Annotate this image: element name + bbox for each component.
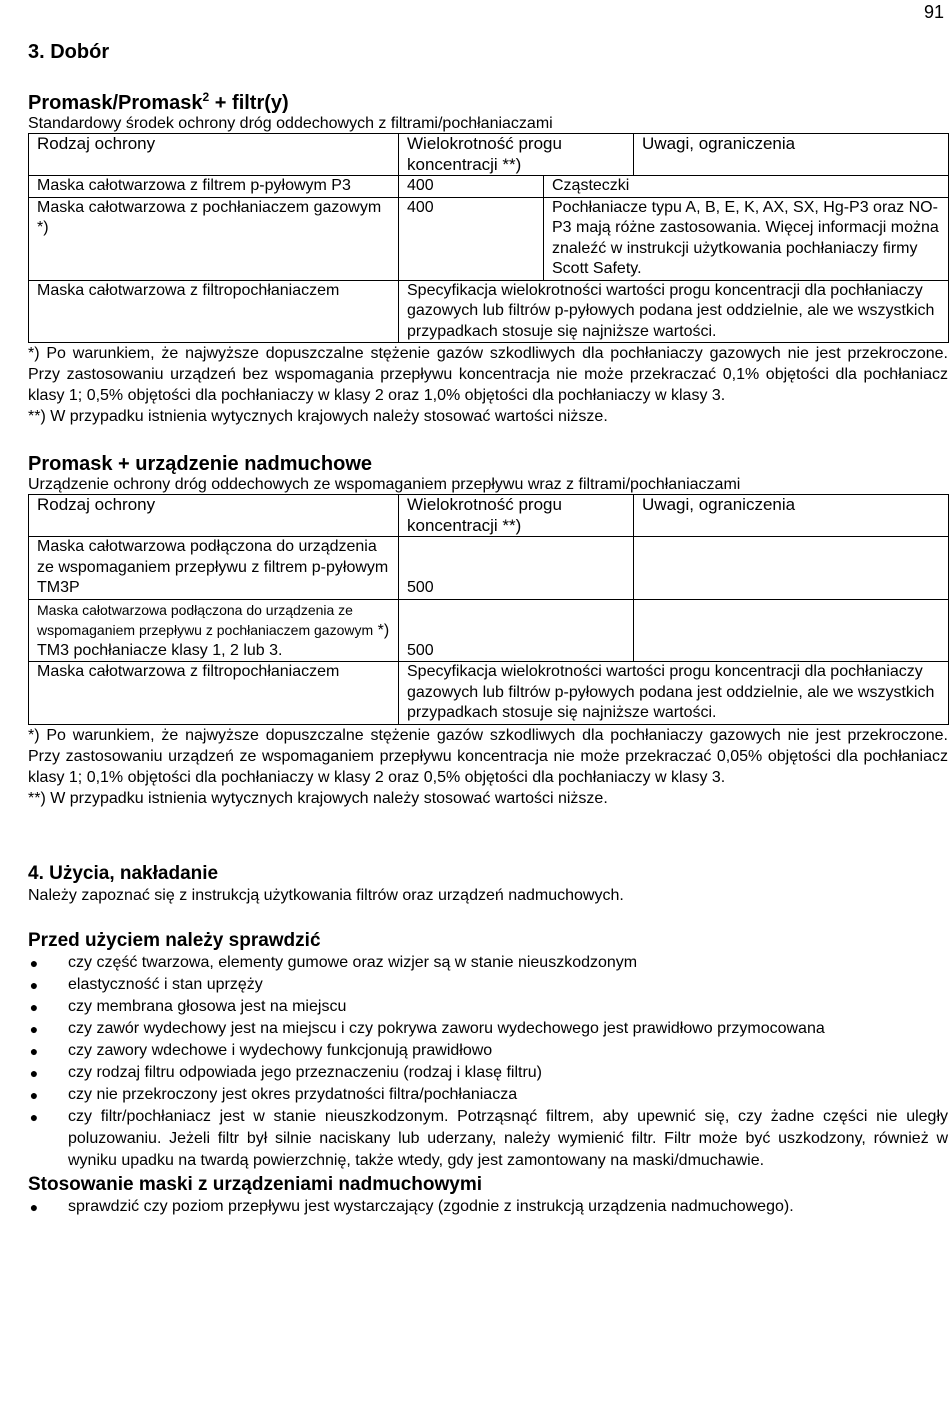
blower-heading: Stosowanie maski z urządzeniami nadmuchowymi bbox=[28, 1173, 483, 1195]
block2-footnote-1: *) Po warunkiem, że najwyższe dopuszczalne stężenie gazów szkodliwych dla pochłaniaczy gazowych nie jest przekroczone. Przy zastosowaniu urządzeń ze wspomaganiem przepływu koncentracja nie może przekraczać 0,05% objętości dla pochłaniacz klasy 1; 0,1% objętości dla pochłaniaczy w klasy 2 oraz 0,5% objętości dla pochłaniaczy w klasy 3. bbox=[28, 726, 948, 786]
block2-footnote-2: **) W przypadku istnienia wytycznych krajowych należy stosować wartości niższe. bbox=[28, 789, 608, 807]
list-item bbox=[28, 1196, 948, 1218]
row-type-small: Maska całotwarzowa podłączona do urządzenia ze wspomaganiem przepływu z pochłaniaczem gazowym bbox=[37, 601, 374, 638]
block1-heading-main: Promask/Promask bbox=[28, 92, 203, 114]
row-type-large: TM3 pochłaniacze klasy 1, 2 lub 3. bbox=[37, 641, 283, 659]
list-item-text: czy nie przekroczony jest okres przydatności filtra/pochłaniacza bbox=[68, 1085, 518, 1103]
row-type: Maska całotwarzowa podłączona do urządzenia ze wspomaganiem przepływu z filtrem p-pyłowym TM3P bbox=[29, 537, 399, 600]
bullet-icon: ● bbox=[29, 954, 39, 971]
row-type-mark: *) bbox=[373, 621, 390, 639]
row-factor: 500 bbox=[399, 537, 634, 600]
table-row bbox=[29, 662, 949, 725]
table-row bbox=[29, 280, 949, 343]
header-protection-type: Rodzaj ochrony bbox=[29, 495, 399, 537]
row-type: Maska całotwarzowa z filtropochłaniaczem bbox=[29, 662, 399, 725]
header-notes: Uwagi, ograniczenia bbox=[634, 134, 949, 176]
bullet-icon: ● bbox=[29, 1108, 39, 1125]
list-item bbox=[28, 1018, 948, 1040]
table-header-row bbox=[29, 495, 949, 537]
row-factor: 400 bbox=[399, 176, 544, 198]
header-notes: Uwagi, ograniczenia bbox=[634, 495, 949, 537]
blower-list bbox=[28, 1196, 948, 1218]
list-item bbox=[28, 952, 948, 974]
table-row bbox=[29, 537, 949, 600]
row-type bbox=[29, 599, 399, 662]
list-item bbox=[28, 1084, 948, 1106]
list-item bbox=[28, 1062, 948, 1084]
row-type: Maska całotwarzowa z filtropochłaniaczem bbox=[29, 280, 399, 343]
list-item-text: czy filtr/pochłaniacz jest w stanie nieuszkodzonym. Potrząsnąć filtrem, aby upewnić się, czy żadne części nie uległy poluzowaniu. Jeżeli filtr był silnie naciskany lub uderzany, należy wymienić filtr. Filtr może być uszkodzony, również w wyniku upadku na twardą powierzchnię, także wtedy, gdy jest zamontowany na maski/dmuchawie. bbox=[68, 1107, 948, 1169]
list-item-text: czy część twarzowa, elementy gumowe oraz wizjer są w stanie nieuszkodzonym bbox=[68, 953, 638, 971]
bullet-icon: ● bbox=[29, 1086, 39, 1103]
row-factor: 400 bbox=[399, 197, 544, 280]
row-factor: 500 bbox=[399, 599, 634, 662]
table-row bbox=[29, 197, 949, 280]
block1-heading-rest: + filtr(y) bbox=[209, 92, 289, 114]
row-notes: Cząsteczki bbox=[544, 176, 949, 198]
block1-footnote-2: **) W przypadku istnienia wytycznych krajowych należy stosować wartości niższe. bbox=[28, 408, 608, 425]
row-notes bbox=[634, 599, 949, 662]
row-spec: Specyfikacja wielokrotności wartości progu koncentracji dla pochłaniaczy gazowych lub filtrów p-pyłowych podana jest oddzielnie, ale we wszystkich przypadkach stosuje się najniższe wartości. bbox=[399, 662, 949, 725]
check-heading: Przed użyciem należy sprawdzić bbox=[28, 929, 321, 951]
table-row bbox=[29, 176, 949, 198]
row-spec: Specyfikacja wielokrotności wartości progu koncentracji dla pochłaniaczy gazowych lub filtrów p-pyłowych podana jest oddzielnie, ale we wszystkich przypadkach stosuje się najniższe wartości. bbox=[399, 280, 949, 343]
block1-heading-sup: 2 bbox=[202, 90, 210, 104]
bullet-icon: ● bbox=[29, 998, 39, 1015]
section-3-title: 3. Dobór bbox=[28, 41, 110, 63]
block1-footnote-1: *) Po warunkiem, że najwyższe dopuszczalne stężenie gazów szkodliwych dla pochłaniaczy gazowych nie jest przekroczone. Przy zastosowaniu urządzeń bez wspomagania przepływu koncentracja nie może przekraczać 0,1% objętości dla pochłaniacz klasy 1; 0,5% objętości dla pochłaniaczy w klasy 2 oraz 1,0% objętości dla pochłaniaczy w klasy 3. bbox=[28, 345, 948, 404]
list-item-text: czy zawory wdechowe i wydechowy funkcjonują prawidłowo bbox=[68, 1041, 493, 1059]
block1-heading bbox=[28, 86, 948, 114]
block2-heading: Promask + urządzenie nadmuchowe bbox=[28, 453, 372, 475]
list-item bbox=[28, 974, 948, 996]
table-header-row bbox=[29, 134, 949, 176]
bullet-icon: ● bbox=[29, 1042, 39, 1059]
block2-table bbox=[28, 494, 949, 725]
list-item bbox=[28, 996, 948, 1018]
page-content bbox=[28, 40, 948, 1218]
row-notes: Pochłaniacze typu A, B, E, K, AX, SX, Hg-P3 oraz NO-P3 mają różne zastosowania. Więcej informacji można znaleźć w instrukcji użytkowania pochłaniaczy firmy Scott Safety. bbox=[544, 197, 949, 280]
section-4-title: 4. Użycia, nakładanie bbox=[28, 862, 219, 884]
bullet-icon: ● bbox=[29, 1020, 39, 1037]
list-item bbox=[28, 1106, 948, 1172]
row-notes bbox=[634, 537, 949, 600]
list-item bbox=[28, 1040, 948, 1062]
list-item-text: czy zawór wydechowy jest na miejscu i czy pokrywa zaworu wydechowego jest prawidłowo przymocowana bbox=[68, 1019, 825, 1037]
list-item-text: czy membrana głosowa jest na miejscu bbox=[68, 997, 347, 1015]
table-row bbox=[29, 599, 949, 662]
row-type: Maska całotwarzowa z pochłaniaczem gazowym *) bbox=[29, 197, 399, 280]
list-item-text: elastyczność i stan uprzęży bbox=[68, 975, 263, 993]
page-number: 91 bbox=[923, 2, 944, 22]
block2-subtitle: Urządzenie ochrony dróg oddechowych ze wspomaganiem przepływu wraz z filtrami/pochłaniaczami bbox=[28, 476, 741, 493]
section-4-intro: Należy zapoznać się z instrukcją użytkowania filtrów oraz urządzeń nadmuchowych. bbox=[28, 886, 624, 904]
list-item-text: sprawdzić czy poziom przepływu jest wystarczający (zgodnie z instrukcją urządzenia nadmuchowego). bbox=[68, 1197, 794, 1215]
header-factor: Wielokrotność progu koncentracji **) bbox=[399, 495, 634, 537]
bullet-icon: ● bbox=[29, 1198, 39, 1215]
header-factor: Wielokrotność progu koncentracji **) bbox=[399, 134, 634, 176]
bullet-icon: ● bbox=[29, 976, 39, 993]
row-type: Maska całotwarzowa z filtrem p-pyłowym P3 bbox=[29, 176, 399, 198]
bullet-icon: ● bbox=[29, 1064, 39, 1081]
list-item-text: czy rodzaj filtru odpowiada jego przeznaczeniu (rodzaj i klasę filtru) bbox=[68, 1063, 542, 1081]
header-protection-type: Rodzaj ochrony bbox=[29, 134, 399, 176]
check-list bbox=[28, 952, 948, 1172]
block1-table bbox=[28, 133, 949, 343]
block1-subtitle: Standardowy środek ochrony dróg oddechowych z filtrami/pochłaniaczami bbox=[28, 115, 553, 132]
